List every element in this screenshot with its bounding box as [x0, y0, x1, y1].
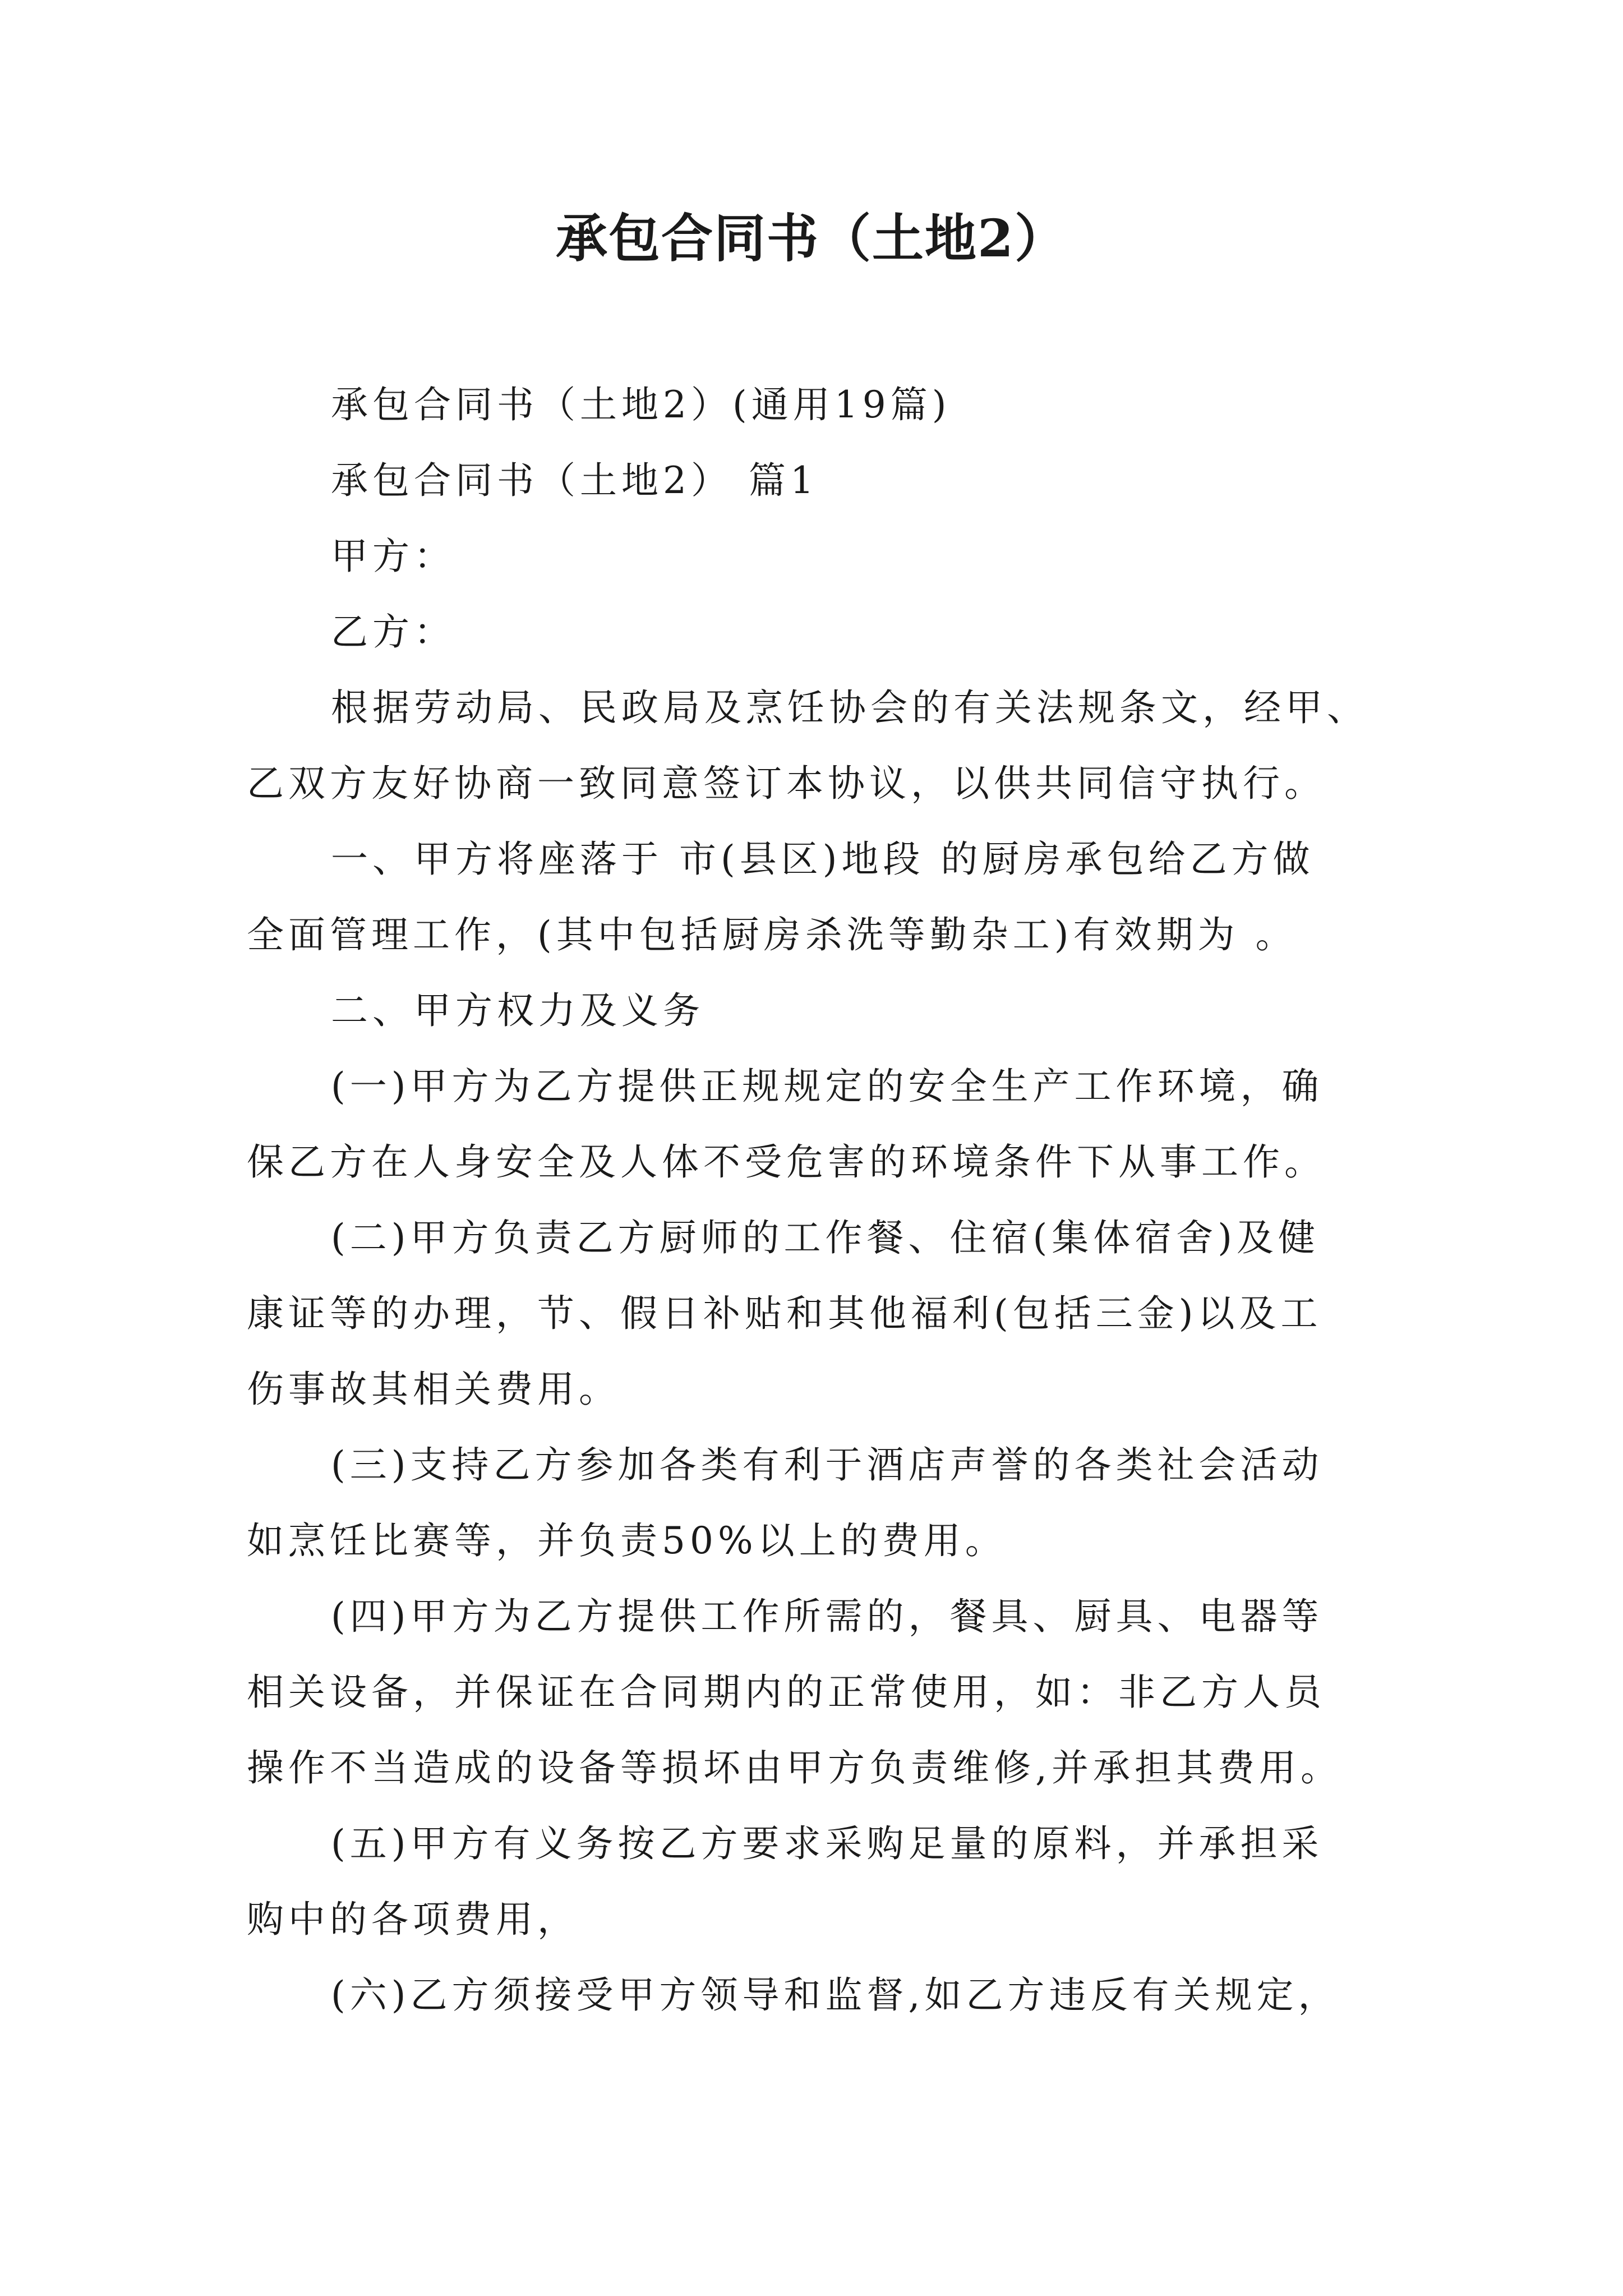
paragraph-line: (一)甲方为乙方提供正规规定的安全生产工作环境，确	[331, 1065, 1324, 1108]
paragraph-line: 全面管理工作，(其中包括厨房杀洗等勤杂工)有效期为 。	[247, 913, 1297, 956]
paragraph-line: 乙双方友好协商一致同意签订本协议，以供共同信守执行。	[247, 762, 1326, 805]
paragraph-line: 承包合同书（土地2）(通用19篇)	[331, 383, 951, 426]
paragraph-line: 伤事故其相关费用。	[247, 1368, 620, 1411]
paragraph-line: (六)乙方须接受甲方领导和监督,如乙方违反有关规定，	[331, 1973, 1340, 2017]
paragraph-line: (五)甲方有义务按乙方要求采购足量的原料，并承担采	[331, 1822, 1324, 1865]
document-title: 承包合同书（土地2）	[555, 208, 1067, 269]
paragraph-line: (四)甲方为乙方提供工作所需的，餐具、厨具、电器等	[331, 1595, 1324, 1638]
paragraph-line: 操作不当造成的设备等损坏由甲方负责维修,并承担其费用。	[247, 1746, 1342, 1789]
paragraph-line: 购中的各项费用，	[247, 1898, 579, 1941]
paragraph-line: 保乙方在人身安全及人体不受危害的环境条件下从事工作。	[247, 1140, 1326, 1184]
paragraph-line: 承包合同书（土地2） 篇1	[331, 459, 818, 502]
paragraph-line: 康证等的办理，节、假日补贴和其他福利(包括三金)以及工	[247, 1292, 1322, 1335]
paragraph-line: (三)支持乙方参加各类有利于酒店声誉的各类社会活动	[331, 1443, 1324, 1487]
paragraph-line: 甲方：	[331, 535, 455, 578]
paragraph-line: 二、甲方权力及义务	[331, 989, 704, 1032]
paragraph-line: 相关设备，并保证在合同期内的正常使用，如：非乙方人员	[247, 1671, 1326, 1714]
paragraph-line: 根据劳动局、民政局及烹饪协会的有关法规条文，经甲、	[331, 686, 1368, 729]
paragraph-line: (二)甲方负责乙方厨师的工作餐、住宿(集体宿舍)及健	[331, 1216, 1320, 1259]
paragraph-line: 一、甲方将座落于 市(县区)地段 的厨房承包给乙方做	[331, 838, 1315, 881]
paragraph-line: 乙方：	[331, 610, 455, 654]
paragraph-line: 如烹饪比赛等，并负责50%以上的费用。	[247, 1519, 1007, 1562]
